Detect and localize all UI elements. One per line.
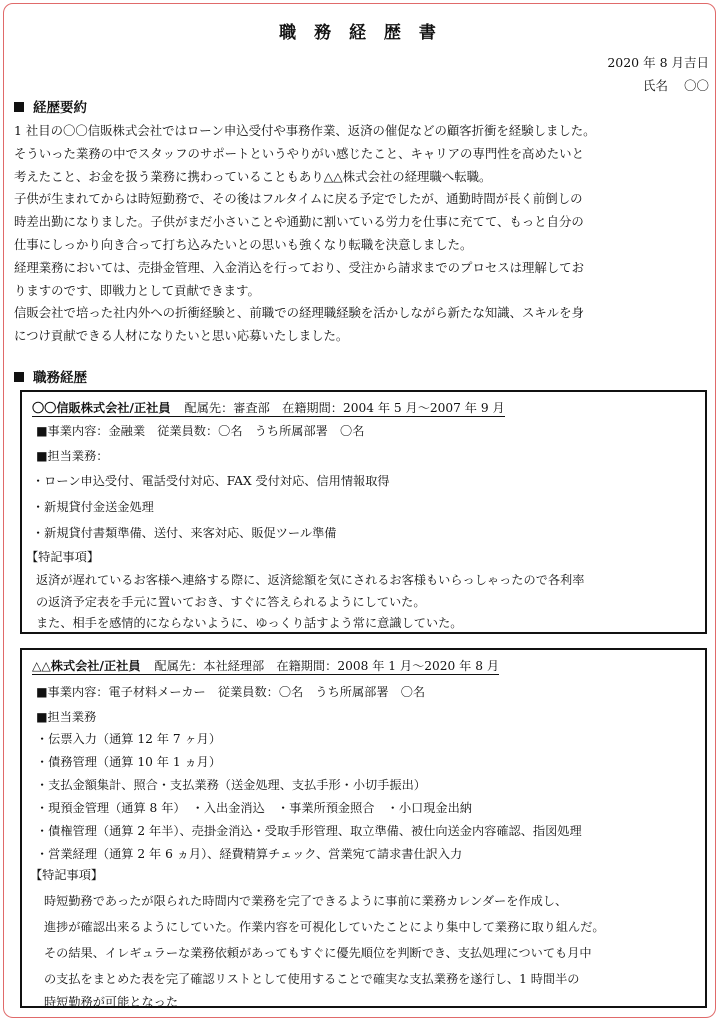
career-heading: 職務経歴 — [14, 366, 87, 386]
name-value: 〇〇 — [683, 78, 709, 93]
summary-line: 子供が生まれてからは時短勤務で、その後はフルタイムに戻る予定でしたが、通勤時間が長く前倒しの — [14, 191, 583, 207]
job1-note: の返済予定表を手元に置いておき、すぐに答えられるようにしていた。 — [36, 595, 426, 609]
job2-notes-label: 【特記事項】 — [30, 868, 104, 882]
summary-line: 1 社目の〇〇信販株式会社ではローン申込受付や事務作業、返済の催促などの顧客折衝を経験しました。 — [14, 123, 596, 138]
job1-assignment: 配属先：審査部 在籍期間：2004 年 5 月～2007 年 9 月 — [184, 401, 505, 415]
document-title: 職 務 経 歴 書 — [279, 23, 442, 43]
job2-duty: ・支払金額集計、照合・支払業務（送金処理、支払手形・小切手振出） — [36, 778, 426, 792]
summary-line: 時差出勤になりました。子供がまだ小さいことや通勤に割いている労力を仕事に充てて、もっと自分の — [14, 214, 584, 230]
job2-business: ■事業内容：電子材料メーカー 従業員数：〇名 うち所属部署 〇名 — [36, 685, 426, 699]
summary-line: 経理業務においては、売掛金管理、入金消込を行っており、受注から請求までのプロセスは理解してお — [14, 259, 584, 275]
job2-note: 時短勤務であったが限られた時間内で業務を完了できるように事前に業務カレンダーを作成し、 — [44, 894, 568, 908]
job2-duty: ・債権管理（通算 2 年半）、売掛金消込・受取手形管理、取立準備、被仕向送金内容確認、指図処理 — [36, 824, 582, 838]
job1-note: 返済が遅れているお客様へ連絡する際に、返済総額を気にされるお客様もいらっしゃったので各利率 — [36, 573, 585, 587]
square-bullet-icon — [14, 372, 24, 382]
job1-duties-label: ■担当業務： — [36, 449, 109, 463]
summary-heading: 経歴要約 — [14, 96, 87, 116]
job2-note: 時短勤務が可能となった — [44, 995, 179, 1009]
job2-note: の支払をまとめた表を完了確認リストとして使用することで確実な支払業務を遂行し、1 時間半の — [44, 972, 580, 986]
summary-line: りますのです、即戦力として貢献できます。 — [14, 282, 260, 298]
job1-note: また、相手を感情的にならないように、ゆっくり話すよう常に意識していた。 — [36, 616, 463, 630]
job-box-2 — [20, 648, 707, 1008]
summary-line: 考えたこと、お金を扱う業務に携わっていることもあり△△株式会社の経理職へ転職。 — [14, 168, 492, 184]
job2-note: その結果、イレギュラーな業務依頼があってもすぐに優先順位を判断でき、支払処理についても月中 — [44, 946, 592, 960]
job2-duty: ・営業経理（通算 2 年 6 ヵ月）、経費精算チェック、営業宛て請求書仕訳入力 — [36, 847, 463, 861]
job2-duty: ・現預金管理（通算 8 年） ・入出金消込 ・事業所預金照合 ・小口現金出納 — [36, 801, 472, 815]
job2-assignment: 配属先：本社経理部 在籍期間：2008 年 1 月～2020 年 8 月 — [154, 659, 500, 673]
job2-header — [32, 657, 499, 675]
job1-duty: ・ローン申込受付、電話受付対応、FAX 受付対応、信用情報取得 — [32, 474, 390, 488]
job2-company: △△株式会社/正社員 — [32, 659, 141, 673]
job1-duty: ・新規貸付金送金処理 — [32, 500, 154, 514]
document-date: 2020 年 8 月吉日 — [607, 55, 709, 70]
square-bullet-icon — [14, 102, 24, 112]
applicant-name — [643, 76, 709, 94]
job2-duty: ・債務管理（通算 10 年 1 ヵ月） — [36, 755, 222, 769]
job1-business: ■事業内容：金融業 従業員数：〇名 うち所属部署 〇名 — [36, 424, 365, 438]
summary-body — [14, 120, 714, 348]
job1-header — [32, 399, 505, 417]
job2-note: 進捗が確認出来るようにしていた。作業内容を可視化していたことにより集中して業務に取り組んだ。 — [44, 920, 605, 934]
job2-duty: ・伝票入力（通算 12 年 7 ヶ月） — [36, 732, 222, 746]
job1-duty: ・新規貸付書類準備、送付、来客対応、販促ツール準備 — [32, 526, 337, 540]
job-box-1 — [20, 390, 707, 634]
job1-notes-label: 【特記事項】 — [26, 550, 100, 564]
summary-line: 仕事にしっかり向き合って打ち込みたいとの思いも強くなり転職を決意しました。 — [14, 236, 473, 252]
summary-line: 信販会社で培った社内外への折衝経験と、前職での経理職経験を活かしながら新たな知識、スキルを身 — [14, 305, 584, 321]
summary-line: そういった業務の中でスタッフのサポートというやりがい感じたこと、キャリアの専門性を高めたいと — [14, 145, 584, 161]
job2-duties-label: ■担当業務 — [36, 710, 97, 724]
summary-line: につけ貢献できる人材になりたいと思い応募いたしました。 — [14, 328, 349, 344]
name-label: 氏名 — [642, 78, 668, 93]
job1-company: 〇〇信販株式会社/正社員 — [32, 401, 171, 415]
